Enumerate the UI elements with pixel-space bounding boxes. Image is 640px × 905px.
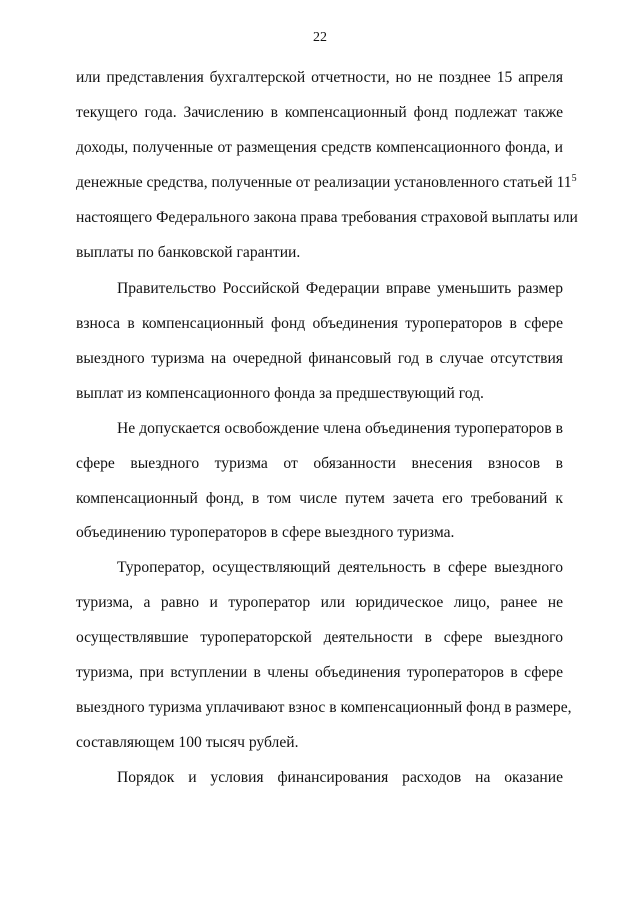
- paragraph-1-line-2: текущего года. Зачислению в компенсационный фонд подлежат также: [76, 104, 563, 121]
- paragraph-4-line-5: выездного туризма уплачивают взнос в компенсационный фонд в размере,: [76, 699, 572, 716]
- paragraph-3-line-3: компенсационный фонд, в том числе путем зачета его требований к: [76, 490, 563, 507]
- paragraph-1-line-1: или представления бухгалтерской отчетности, но не позднее 15 апреля: [76, 69, 563, 86]
- paragraph-5-line-1: Порядок и условия финансирования расходов на оказание: [117, 769, 563, 786]
- paragraph-2-line-4: выплат из компенсационного фонда за предшествующий год.: [76, 385, 484, 402]
- paragraph-4-line-6: составляющем 100 тысяч рублей.: [76, 734, 299, 751]
- paragraph-2-line-1: Правительство Российской Федерации вправе уменьшить размер: [117, 280, 563, 297]
- article-superscript: 5: [571, 172, 577, 184]
- paragraph-1-line-3: доходы, полученные от размещения средств компенсационного фонда, и: [76, 139, 563, 156]
- paragraph-2-line-3: выездного туризма на очередной финансовый год в случае отсутствия: [76, 350, 563, 367]
- paragraph-1-line-6: выплаты по банковской гарантии.: [76, 244, 301, 261]
- paragraph-4-line-3: осуществлявшие туроператорской деятельности в сфере выездного: [76, 629, 563, 646]
- paragraph-4-line-2: туризма, а равно и туроператор или юридическое лицо, ранее не: [76, 594, 563, 611]
- paragraph-2-line-2: взноса в компенсационный фонд объединения туроператоров в сфере: [76, 315, 563, 332]
- paragraph-3-line-2: сфере выездного туризма от обязанности внесения взносов в: [76, 455, 563, 472]
- paragraph-1-line-4-text: денежные средства, полученные от реализации установленного статьей 11: [76, 174, 572, 191]
- paragraph-1-line-5: настоящего Федерального закона права требования страховой выплаты или: [76, 209, 578, 226]
- paragraph-3-line-4: объединению туроператоров в сфере выездного туризма.: [76, 524, 455, 541]
- paragraph-4-line-4: туризма, при вступлении в члены объединения туроператоров в сфере: [76, 664, 563, 681]
- page-number: 22: [313, 30, 327, 45]
- paragraph-4-line-1: Туроператор, осуществляющий деятельность в сфере выездного: [117, 559, 563, 576]
- paragraph-3-line-1: Не допускается освобождение члена объединения туроператоров в: [117, 420, 563, 437]
- paragraph-1-line-4: [76, 172, 577, 193]
